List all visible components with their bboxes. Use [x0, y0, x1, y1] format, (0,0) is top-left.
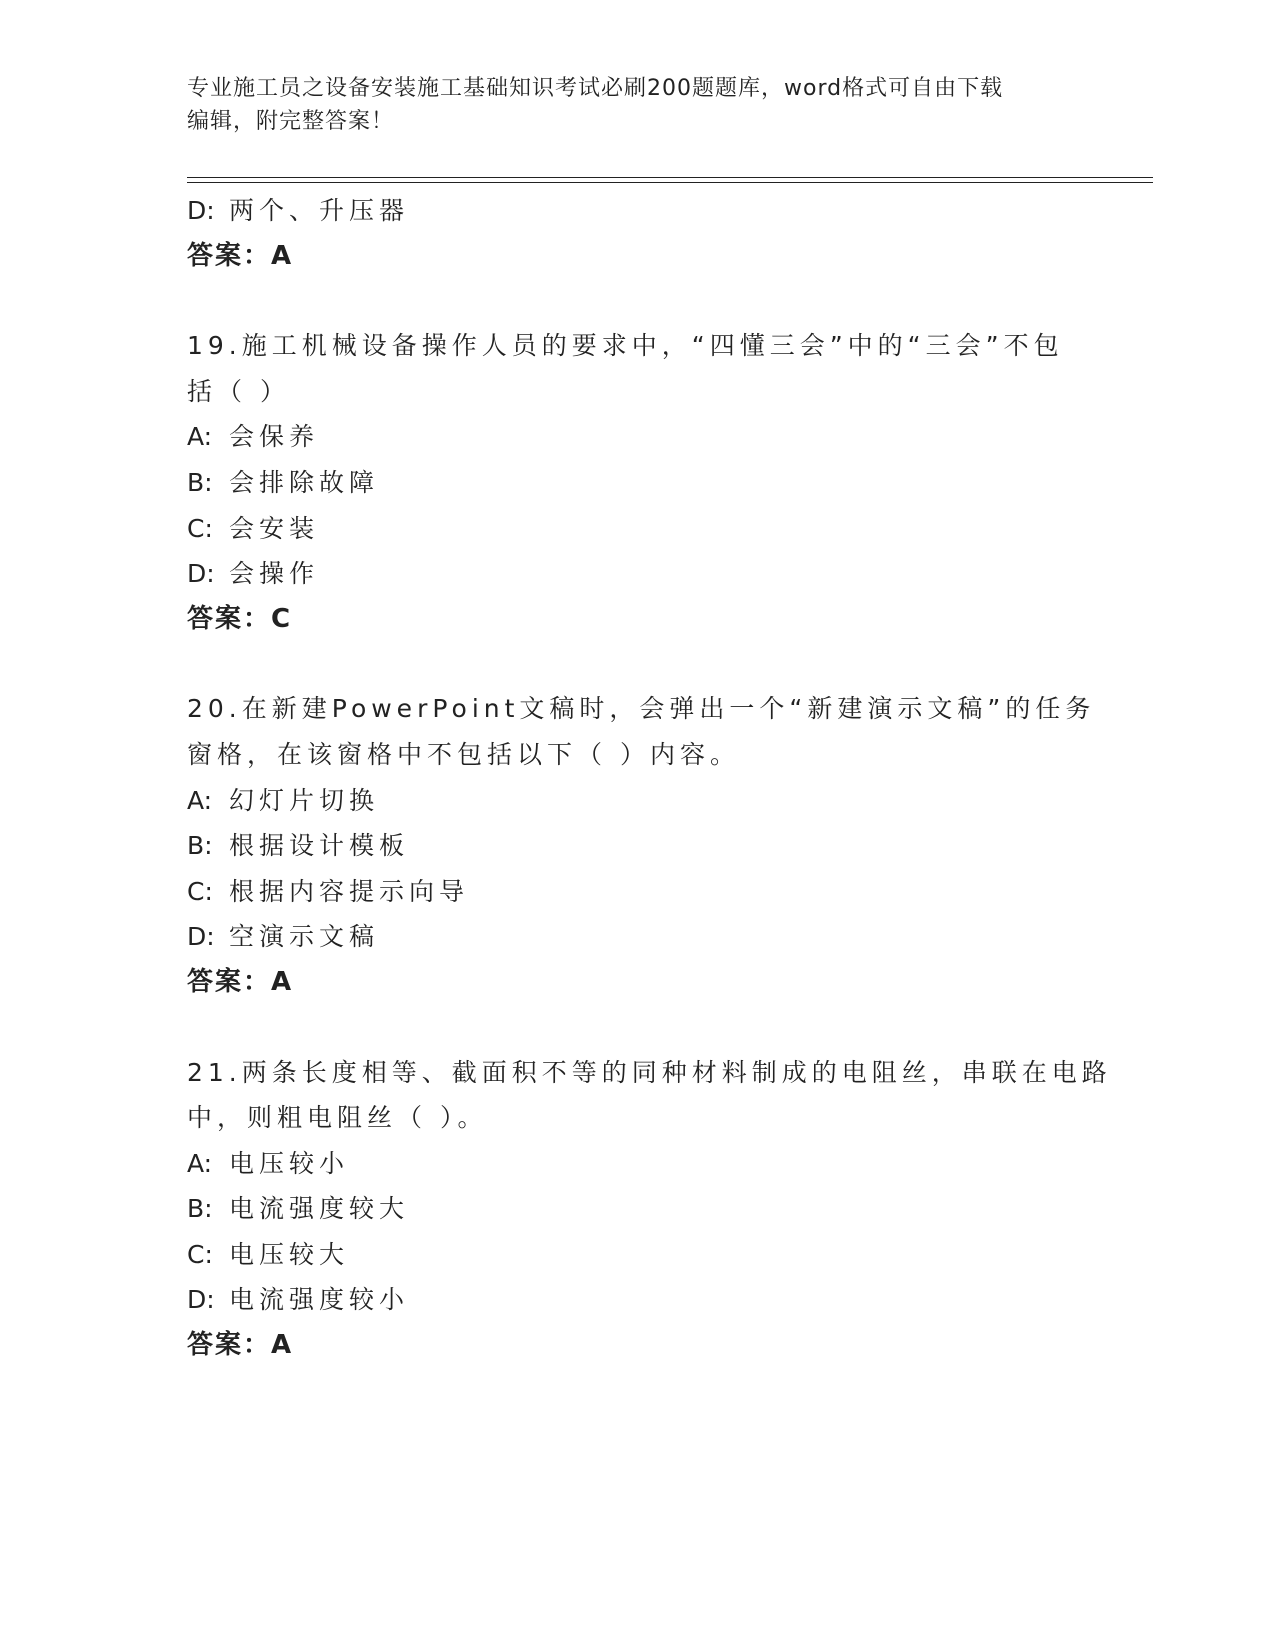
- answer: 答案：A: [187, 1330, 294, 1361]
- option-text: 会安装: [229, 513, 320, 543]
- option-text: 两个、升压器: [229, 196, 410, 225]
- option-key: A:: [187, 785, 213, 815]
- question-text-line-2: 括（ ）: [187, 376, 290, 406]
- question-text-line-2: 窗格，在该窗格中不包括以下（ ）内容。: [187, 739, 740, 769]
- option-key: C:: [187, 513, 213, 543]
- option-text: 幻灯片切换: [229, 785, 380, 815]
- option-d: [187, 551, 1087, 597]
- question-19: [187, 323, 1087, 642]
- option-b: [187, 823, 1087, 869]
- option-text: 会操作: [229, 559, 320, 589]
- option-d: [187, 914, 1087, 960]
- option-key: D:: [187, 196, 215, 225]
- option-text: 空演示文稿: [229, 922, 380, 952]
- header-line-1: 专业施工员之设备安装施工基础知识考试必刷200题题库，word格式可自由下载: [187, 76, 1004, 101]
- option-key: A:: [187, 422, 213, 452]
- option-key: D:: [187, 922, 215, 952]
- option-a: [187, 414, 1087, 460]
- answer: 答案：A: [187, 966, 294, 997]
- option-text: 会保养: [229, 422, 320, 452]
- option-key: D:: [187, 559, 215, 589]
- question-text-line-2: 中，则粗电阻丝（ ）。: [187, 1103, 488, 1133]
- prev-answer: 答案：A: [187, 240, 294, 271]
- option-c: [187, 1232, 1087, 1278]
- option-text: 根据内容提示向导: [229, 876, 470, 906]
- question-21: [187, 1050, 1112, 1369]
- header-line-2: 编辑，附完整答案！: [187, 109, 395, 134]
- option-text: 会排除故障: [229, 467, 380, 497]
- option-key: B:: [187, 831, 213, 861]
- option-text: 电压较大: [229, 1239, 350, 1269]
- header-rule-top: [187, 177, 1153, 178]
- option-text: 根据设计模板: [229, 831, 410, 861]
- option-key: C:: [187, 876, 213, 906]
- option-text: 电流强度较小: [229, 1285, 410, 1315]
- prev-option-d: [187, 188, 1087, 234]
- option-c: [187, 506, 1087, 552]
- answer: 答案：C: [187, 603, 293, 634]
- option-b: [187, 460, 1087, 506]
- option-a: [187, 1141, 1087, 1187]
- option-text: 电压较小: [229, 1148, 350, 1178]
- option-key: B:: [187, 467, 213, 497]
- option-key: D:: [187, 1285, 215, 1315]
- option-c: [187, 869, 1087, 915]
- option-key: C:: [187, 1239, 213, 1269]
- question-text-line-1: 20.在新建PowerPoint文稿时，会弹出一个“新建演示文稿”的任务: [187, 694, 1096, 724]
- option-text: 电流强度较大: [229, 1194, 410, 1224]
- document-header: [187, 72, 1087, 138]
- document-body: [187, 188, 1112, 1369]
- option-b: [187, 1186, 1087, 1232]
- header-rule-bottom: [187, 182, 1153, 183]
- question-20: [187, 686, 1096, 1005]
- question-text-line-1: 19.施工机械设备操作人员的要求中，“四懂三会”中的“三会”不包: [187, 331, 1064, 361]
- option-a: [187, 778, 1087, 824]
- option-key: B:: [187, 1194, 213, 1224]
- option-d: [187, 1277, 1087, 1323]
- question-text-line-1: 21.两条长度相等、截面积不等的同种材料制成的电阻丝，串联在电路: [187, 1057, 1112, 1087]
- option-key: A:: [187, 1148, 213, 1178]
